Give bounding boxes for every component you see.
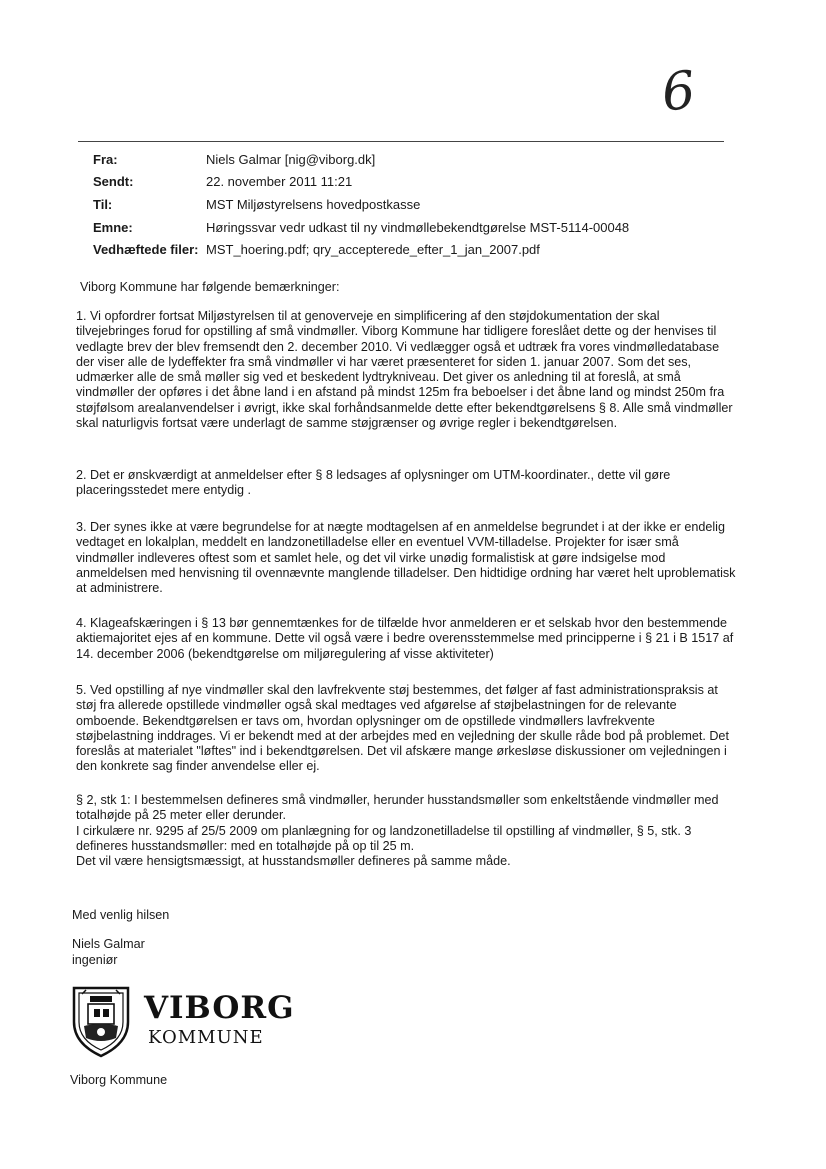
paragraph-6-line-2: I cirkulære nr. 9295 af 25/5 2009 om planlægning for og landzonetilladelse til opstilling af vindmøller, § 5, stk. 3 defineres husstandsmøller: med en totalhøjde på op til 25 m. [76,823,692,853]
from-label: Fra: [93,152,118,167]
attachments-value: MST_hoering.pdf; qry_accepterede_efter_1_jan_2007.pdf [206,242,540,257]
logo-name: VIBORG [144,990,295,1026]
paragraph-4: 4. Klageafskæringen i § 13 bør gennemtænkes for de tilfælde hvor anmelderen er et selskab hvor den bestemmende aktiemajoritet ejes af en kommune. Dette vil også være i bedre overensstemmelse med principperne i § 21 i B 1517 af 14. december 2006 (bekendtgørelse om miljøregulering af visse aktiviteter) [76,616,734,661]
viborg-logo [64,982,295,1062]
header-divider [78,141,724,142]
signer-title: ingeniør [72,953,118,967]
sent-value: 22. november 2011 11:21 [206,174,353,189]
to-label: Til: [93,197,113,212]
paragraph-5: 5. Ved opstilling af nye vindmøller skal den lavfrekvente støj bestemmes, det følger af fast administrationspraksis at støj fra allerede opstillede vindmøller også skal medtages ved afgørelse af støjbelastningen for de relevante omboende. Bekendtgørelsen er tavs om, hvordan oplysninger om de opstillede vindmøllers lavfrekvente støjbelastning inddrages. Vi er bekendt med at der arbejdes med en vejledning der skulle råde bod på problemet. Det foreslås at materialet "løftes" ind i bekendtgørelsen. Det vil afskære mange ørkesløse diskussioner om vejledningen i den konkrete sag finder anvendelse eller ej. [76,683,729,774]
subject-value: Høringssvar vedr udkast til ny vindmøllebekendtgørelse MST-5114-00048 [206,220,630,235]
paragraph-3: 3. Der synes ikke at være begrundelse for at nægte modtagelsen af en anmeldelse begrundet i at der ikke er endelig vedtaget en lokalplan, meddelt en landzonetilladelse eller en eventuel VVM-tilladelse. Projekter for især små vindmøller indleveres oftest som et samlet hele, og det vil virke unødig formalistisk at gøre indsigelse mod anmeldelsen med henvisning til ovennævnte manglende tilladelser. Den hidtidige ordning har været helt uproblematisk at administrere. [76,520,736,596]
paragraph-6 [76,793,736,869]
logo-subtitle: KOMMUNE [148,1027,264,1048]
intro-text: Viborg Kommune har følgende bemærkninger: [80,280,340,294]
paragraph-6-line-3: Det vil være hensigtsmæssigt, at husstandsmøller defineres på samme måde. [76,854,511,869]
from-value: Niels Galmar [nig@viborg.dk] [206,152,376,167]
sent-label: Sendt: [93,174,134,189]
footer-organisation: Viborg Kommune [70,1073,168,1087]
attachments-label: Vedhæftede filer: [93,242,199,257]
coat-of-arms-icon [68,982,134,1058]
signer-name: Niels Galmar [72,937,145,951]
handwritten-page-number: 6 [658,60,699,124]
closing-greeting: Med venlig hilsen [72,908,170,922]
paragraph-1: 1. Vi opfordrer fortsat Miljøstyrelsen til at genoverveje en simplificering af den støjdokumentation der skal tilvejebringes forud for opstilling af små vindmøller. Viborg Kommune har tidligere foreslået dette og der henvises til vedlagte brev der blev fremsendt den 2. december 2010. Vi vedlægger også et udtræk fra vores vindmølledatabase der viser alle de lydeffekter fra små vindmøller vi har været præsenteret for siden 1. januar 2007. Som det ses, udmærker alle de små møller sig ved et beskedent lydtrykniveau. Det giver os anledning til at foreslå, at små vindmøller der opføres i det åbne land i en afstand på mindst 125m fra beboelser i det åbne land og mindst 250m fra støjfølsom arealanvendelser i øvrigt, ikke skal forhåndsanmelde dette efter bekendtgørelsens § 8. Alle små vindmøller skal naturligvis fortsat være underlagt de samme støjgrænser og øvrige regler i bekendtgørelsen. [76,309,733,431]
paragraph-2: 2. Det er ønskværdigt at anmeldelser efter § 8 ledsages af oplysninger om UTM-koordinater., dette vil gøre placeringsstedet mere entydig . [76,468,671,498]
subject-label: Emne: [93,220,133,235]
paragraph-6-line-1: § 2, stk 1: I bestemmelsen defineres små vindmøller, herunder husstandsmøller som enkeltstående vindmøller med totalhøjde på 25 meter eller derunder. [76,793,719,823]
to-value: MST Miljøstyrelsens hovedpostkasse [206,197,421,212]
